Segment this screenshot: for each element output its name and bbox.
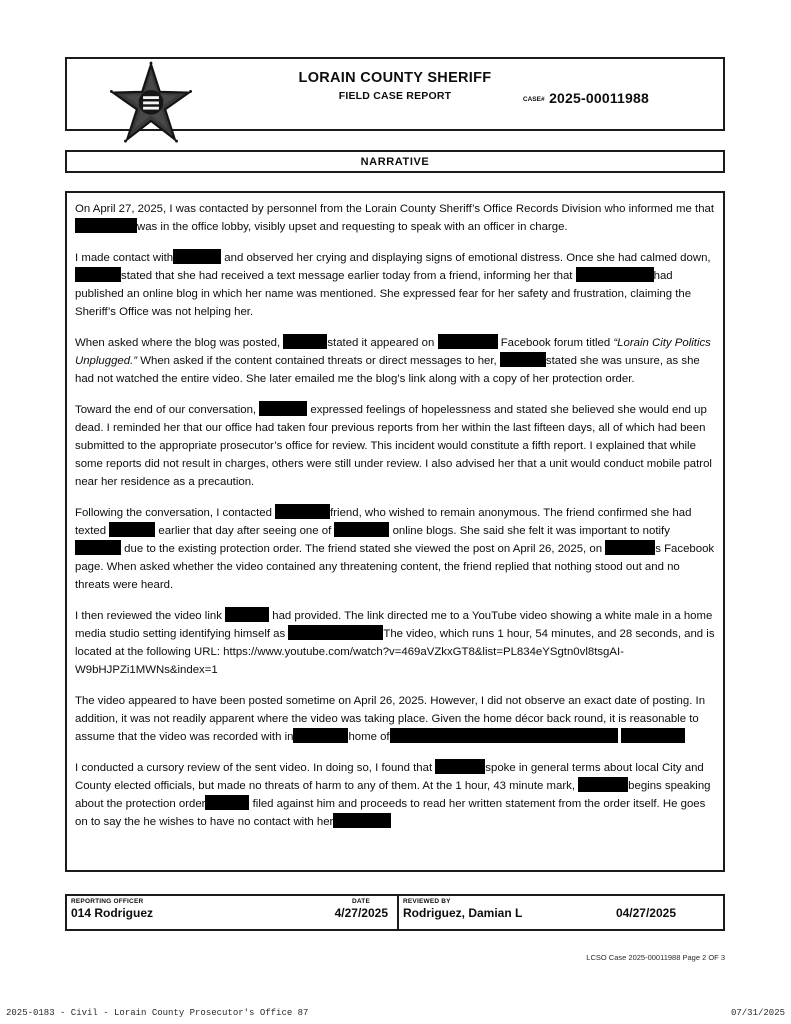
narrative-text: was in the office lobby, visibly upset and requesting to speak with an officer in charge. (137, 221, 568, 233)
reviewed-by-cell (399, 896, 723, 929)
redaction-box (283, 334, 327, 349)
narrative-text: home of (348, 731, 390, 743)
reviewed-by-label: REVIEWED BY (403, 898, 451, 905)
narrative-text: begins speaking about the protection order (75, 780, 711, 810)
report-header (65, 57, 725, 131)
narrative-paragraph (75, 692, 715, 746)
redaction-box (109, 522, 155, 537)
redaction-box (225, 607, 269, 622)
narrative-text: stated it appeared on (327, 337, 438, 349)
narrative-text: earlier that day after seeing one of (155, 525, 335, 537)
narrative-text: had provided. The link directed me to a YouTube video showing a white male in a home media studio setting identifying himself as (75, 610, 713, 640)
narrative-text: stated that she had received a text message earlier today from a friend, informing her that (121, 270, 576, 282)
narrative-paragraph (75, 759, 715, 831)
narrative-paragraph (75, 401, 715, 491)
narrative-text: When asked where the blog was posted, (75, 337, 284, 349)
narrative-text: I made contact with (75, 252, 174, 264)
narrative-text: filed against him and proceeds to read her written statement from the order itself. He goes on to say the he wishes to have no contact with her (75, 798, 706, 828)
narrative-italic-text: “Lorain City Politics Unplugged.” (75, 337, 711, 367)
redaction-box (75, 218, 137, 233)
report-type-subtitle: FIELD CASE REPORT (338, 90, 452, 102)
redaction-box (438, 334, 498, 349)
redaction-box (259, 401, 307, 416)
redaction-box (275, 504, 330, 519)
narrative-text: expressed feelings of hopelessness and stated she believed she would end up dead. I reminded her that our office had taken four previous reports from her within the last fifteen days, all of which had been submitted to the appropriate prosecutor’s office for review. This incident would constitute a fifth report. I explained that while some reports did not result in charges, others were still under review. I also advised her that a unit would conduct mobile patrol near her residence as a precaution. (75, 404, 712, 488)
case-number-block (523, 90, 649, 108)
reporting-officer-value: 014 Rodriguez (71, 906, 154, 920)
narrative-text: When asked if the content contained threats or direct messages to her, (137, 355, 500, 367)
redaction-box (173, 249, 221, 264)
narrative-paragraph (75, 504, 715, 594)
bottom-case-reference: 2025-0183 - Civil - Lorain County Prosecutor's Office 87 (6, 1008, 309, 1018)
narrative-paragraph (75, 334, 715, 388)
redaction-box (621, 728, 685, 743)
redaction-box (576, 267, 654, 282)
redaction-box (390, 728, 618, 743)
bottom-print-date: 07/31/2025 (730, 1008, 785, 1018)
narrative-text: spoke in general terms about local City and County elected officials, but made no threats of harm to any of them. At the 1 hour, 43 minute mark, (75, 762, 704, 792)
case-number-label: CASE# (522, 96, 545, 103)
reporting-officer-label: REPORTING OFFICER (71, 898, 144, 905)
case-number-value: 2025-00011988 (549, 90, 649, 106)
redaction-box (293, 728, 348, 743)
narrative-paragraph (75, 607, 715, 679)
redaction-box (500, 352, 546, 367)
narrative-text: friend, who wished to remain anonymous. The friend confirmed she had texted (75, 507, 692, 537)
report-date-value: 4/27/2025 (334, 906, 388, 920)
redaction-box (75, 540, 121, 555)
narrative-text: Following the conversation, I contacted (75, 507, 276, 519)
narrative-body (65, 191, 725, 872)
narrative-text: I then reviewed the video link (75, 610, 226, 622)
page-number-footer: LCSO Case 2025-00011988 Page 2 OF 3 (586, 953, 725, 962)
redaction-box (75, 267, 121, 282)
narrative-section-header (65, 150, 725, 173)
narrative-text: online blogs. She said she felt it was important to notify (389, 525, 670, 537)
redaction-box (334, 522, 389, 537)
date-label: DATE (351, 898, 370, 905)
redaction-box (205, 795, 249, 810)
narrative-text: stated she was unsure, as she had not watched the entire video. She later emailed me the blog’s link along with a copy of her protection order. (75, 355, 700, 385)
narrative-text: The video appeared to have been posted sometime on April 26, 2025. However, I did not observe an exact date of posting. In addition, it was not readily apparent where the video was taking place. Given the home décor back round, it is reasonable to assume that the video was recorded with in (75, 695, 706, 743)
narrative-text: Facebook forum titled (497, 337, 614, 349)
narrative-paragraph (75, 249, 715, 321)
officer-signature-table (65, 894, 725, 931)
narrative-text: On April 27, 2025, I was contacted by personnel from the Lorain County Sheriff’s Office Records Division who informed me that (75, 203, 715, 215)
agency-title: LORAIN COUNTY SHERIFF (298, 70, 492, 86)
narrative-paragraph (75, 200, 715, 236)
narrative-text: I conducted a cursory review of the sent video. In doing so, I found that (75, 762, 436, 774)
redaction-box (333, 813, 391, 828)
redaction-box (435, 759, 485, 774)
narrative-text: The video, which runs 1 hour, 54 minutes, and 28 seconds, and is located at the following URL: https://www.youtube.com/watch?v=469aVZkxGT8&list=PL834eYSgtn0vl8tsgAI-W9bHJPZi1MWNs&index=1 (75, 628, 715, 676)
narrative-text: due to the existing protection order. The friend stated she viewed the post on April 26, 2025, on (121, 543, 606, 555)
narrative-text: Toward the end of our conversation, (75, 404, 260, 416)
narrative-text: and observed her crying and displaying signs of emotional distress. Once she had calmed down, (221, 252, 711, 264)
reviewed-date-value: 04/27/2025 (615, 906, 676, 920)
narrative-section-title: NARRATIVE (360, 156, 430, 168)
redaction-box (605, 540, 655, 555)
narrative-text: s Facebook page. When asked whether the video contained any threatening content, the friend replied that nothing stood out and no threats were heard. (75, 543, 715, 591)
redaction-box (288, 625, 383, 640)
redaction-box (578, 777, 628, 792)
narrative-text: had published an online blog in which her name was mentioned. She expressed fear for her safety and frustration, claiming the Sheriff’s Office was not helping her. (75, 270, 692, 318)
reporting-officer-cell (67, 896, 399, 929)
reviewed-by-value: Rodriguez, Damian L (403, 906, 523, 920)
